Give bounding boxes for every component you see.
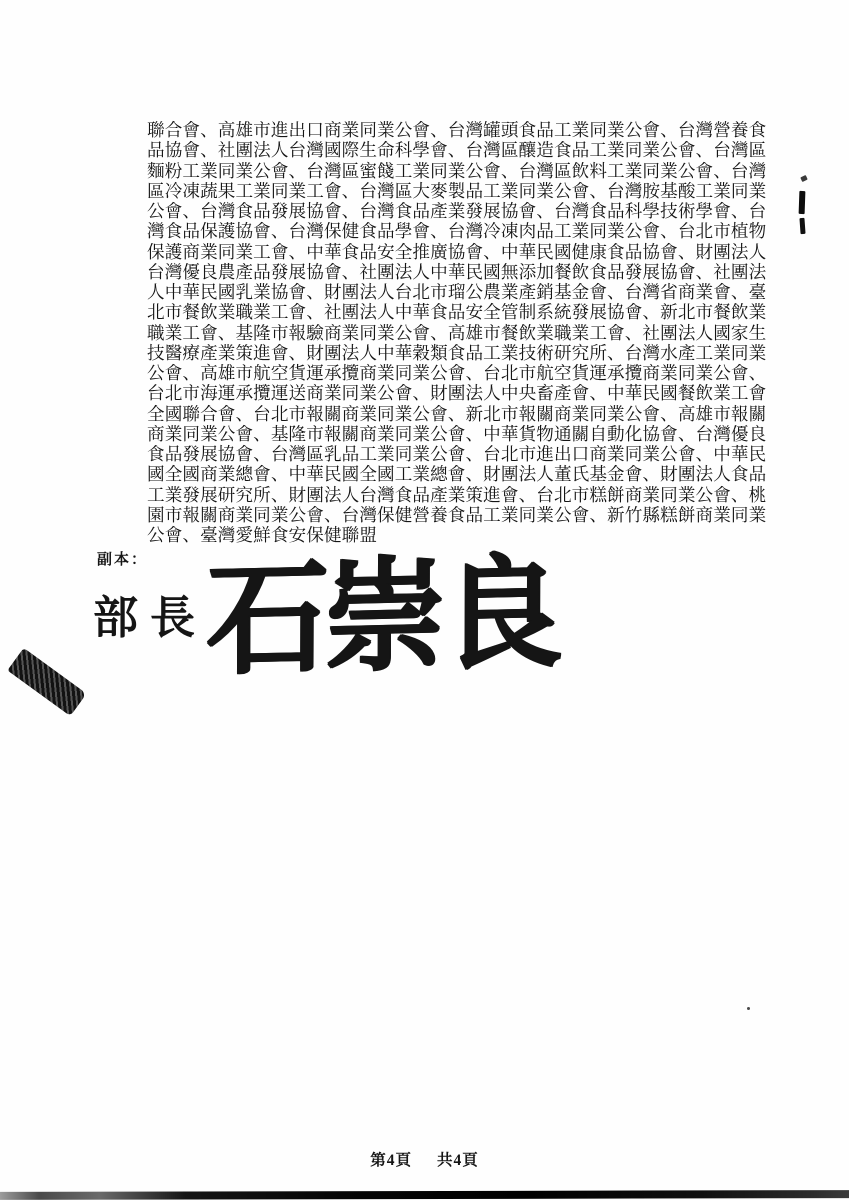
page-number: 第4頁	[370, 1152, 413, 1169]
page-footer	[0, 1148, 849, 1170]
recipient-line: 公會、台灣食品發展協會、台灣食品產業發展協會、台灣食品科學技術學會、台	[147, 201, 767, 221]
minister-signature: 石崇良	[205, 545, 558, 690]
recipient-line: 人中華民國乳業協會、財團法人台北市瑠公農業產銷基金會、台灣省商業會、臺	[147, 282, 767, 302]
scan-artifact-mark	[799, 191, 806, 214]
recipient-line: 商業同業公會、基隆市報關商業同業公會、中華貨物通關自動化協會、台灣優良	[147, 423, 767, 444]
scan-artifact-mark	[800, 175, 808, 182]
recipient-line: 台灣優良農產品發展協會、社團法人中華民國無添加餐飲食品發展協會、社團法	[147, 261, 767, 282]
scan-artifact-speck	[747, 1007, 750, 1010]
copy-label: 副本：	[97, 552, 149, 568]
recipient-line: 北市餐飲業職業工會、社團法人中華食品安全管制系統發展協會、新北市餐飲業	[147, 302, 767, 323]
scan-artifact-bottom-edge	[0, 1190, 849, 1200]
recipient-line: 工業發展研究所、財團法人台灣食品產業策進會、台北市糕餅商業同業公會、桃	[147, 484, 767, 505]
scan-artifact-blob	[7, 648, 87, 716]
minister-title: 部長	[93, 593, 208, 643]
recipient-line: 國全國商業總會、中華民國全國工業總會、財團法人董氏基金會、財團法人食品	[147, 464, 767, 485]
recipient-line: 公會、臺灣愛鮮食安保健聯盟	[147, 525, 378, 545]
recipient-line: 保護商業同業工會、中華食品安全推廣協會、中華民國健康食品協會、財團法人	[147, 241, 767, 262]
recipient-line: 區冷凍蔬果工業同業工會、台灣區大麥製品工業同業公會、台灣胺基酸工業同業	[147, 180, 767, 201]
recipient-line: 職業工會、基隆市報驗商業同業公會、高雄市餐飲業職業工會、社團法人國家生	[147, 322, 767, 343]
page-total: 共4頁	[436, 1152, 479, 1169]
recipient-line: 麵粉工業同業公會、台灣區蜜餞工業同業公會、台灣區飲料工業同業公會、台灣	[147, 160, 767, 181]
recipient-line: 全國聯合會、台北市報關商業同業公會、新北市報關商業同業公會、高雄市報關	[147, 403, 767, 424]
recipient-line: 食品發展協會、台灣區乳品工業同業公會、台北市進出口商業同業公會、中華民	[147, 444, 767, 464]
recipient-line: 公會、高雄市航空貨運承攬商業同業公會、台北市航空貨運承攬商業同業公會、	[147, 363, 767, 383]
recipient-line: 台北市海運承攬運送商業同業公會、財團法人中央畜產會、中華民國餐飲業工會	[147, 383, 767, 404]
recipient-line: 品協會、社團法人台灣國際生命科學會、台灣區釀造食品工業同業公會、台灣區	[147, 140, 767, 161]
recipient-line: 聯合會、高雄市進出口商業同業公會、台灣罐頭食品工業同業公會、台灣營養食	[147, 120, 767, 140]
recipient-line: 園市報關商業同業公會、台灣保健營養食品工業同業公會、新竹縣糕餅商業同業	[147, 504, 767, 525]
recipient-line: 灣食品保護協會、台灣保健食品學會、台灣冷凍肉品工業同業公會、台北市植物	[147, 221, 767, 242]
recipient-list	[147, 120, 775, 545]
scan-artifact-mark	[799, 218, 805, 234]
recipient-line: 技醫療產業策進會、財團法人中華穀類食品工業技術研究所、台灣水產工業同業	[147, 342, 767, 363]
